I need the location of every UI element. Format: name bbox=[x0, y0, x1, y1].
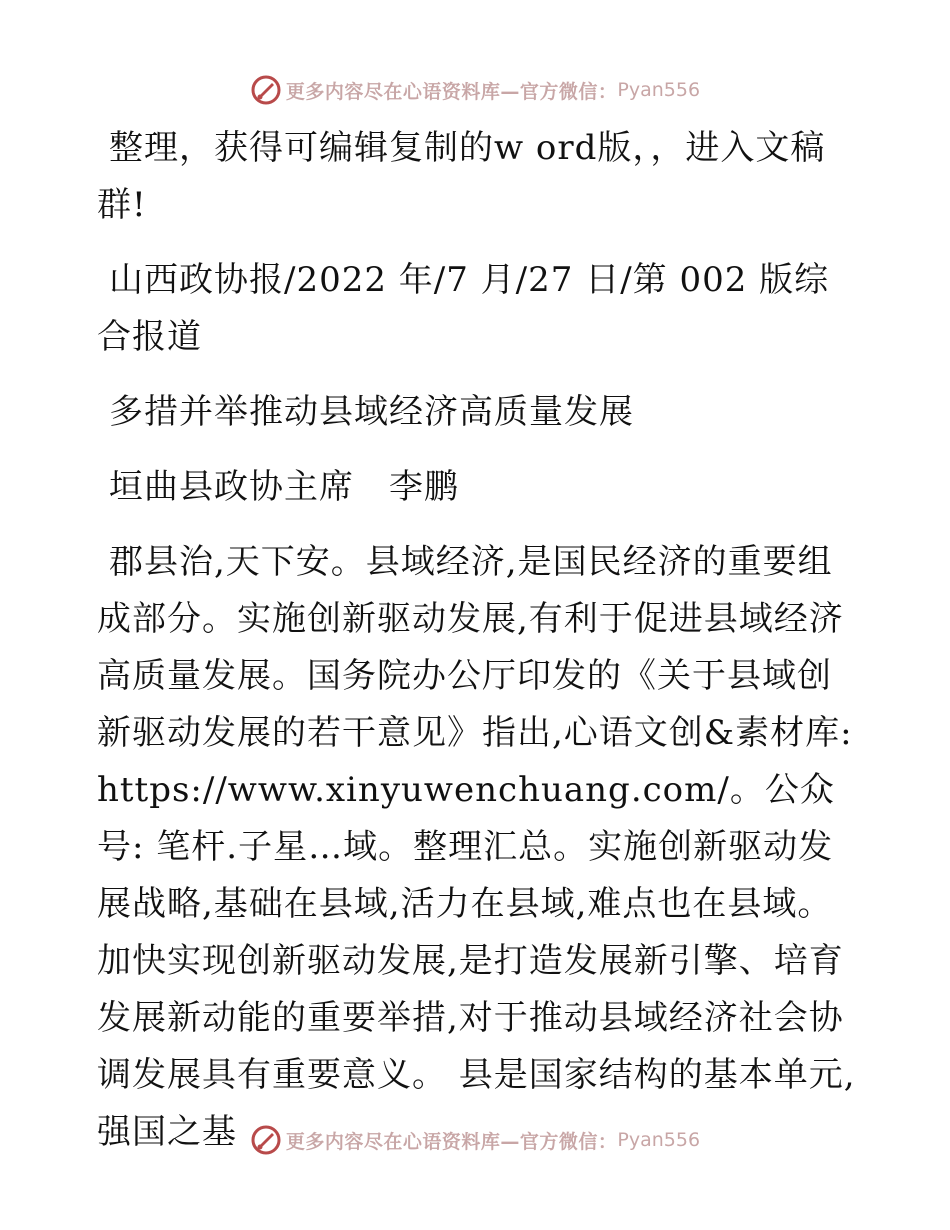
article-title: 多措并举推动县域经济高质量发展 bbox=[109, 392, 634, 432]
banner-wechat-id: Pyan556 bbox=[617, 79, 701, 101]
brush-logo-icon bbox=[250, 1124, 282, 1156]
author-line: 垣曲县政协主席 李鹏 bbox=[109, 467, 459, 507]
source-line: 山西政协报/2022 年/7 月/27 日/第 002 版综合报道 bbox=[97, 260, 830, 357]
document-body bbox=[97, 120, 857, 1179]
footer-watermark bbox=[0, 1120, 950, 1160]
body-paragraph: 郡县治,天下安。县域经济,是国民经济的重要组成部分。实施创新驱动发展,有利于促进县域经济高质量发展。国务院办公厅印发的《关于县域创新驱动发展的若干意见》指出,心语文创&素材库:https://www.xinyuwenchuang.com/。公众号: 笔杆.子星…域。整理汇总。实施创新驱动发展战略,基础在县域,活力在县域,难点也在县域。加快实现创新驱动发展,是打造发展新引擎、培育发展新动能的重要举措,对于推动县域经济社会协调发展具有重要意义。 县是国家结构的基本单元,强国之基 bbox=[97, 542, 856, 1152]
banner-text: 更多内容尽在心语资料库—官方微信： bbox=[285, 80, 618, 103]
banner-wechat-id: Pyan556 bbox=[617, 1129, 701, 1151]
intro-paragraph: 整理，获得可编辑复制的w ord版，，进入文稿群! bbox=[97, 128, 826, 225]
banner-text: 更多内容尽在心语资料库—官方微信： bbox=[285, 1130, 618, 1153]
header-watermark bbox=[0, 70, 950, 110]
brush-logo-icon bbox=[250, 74, 282, 106]
